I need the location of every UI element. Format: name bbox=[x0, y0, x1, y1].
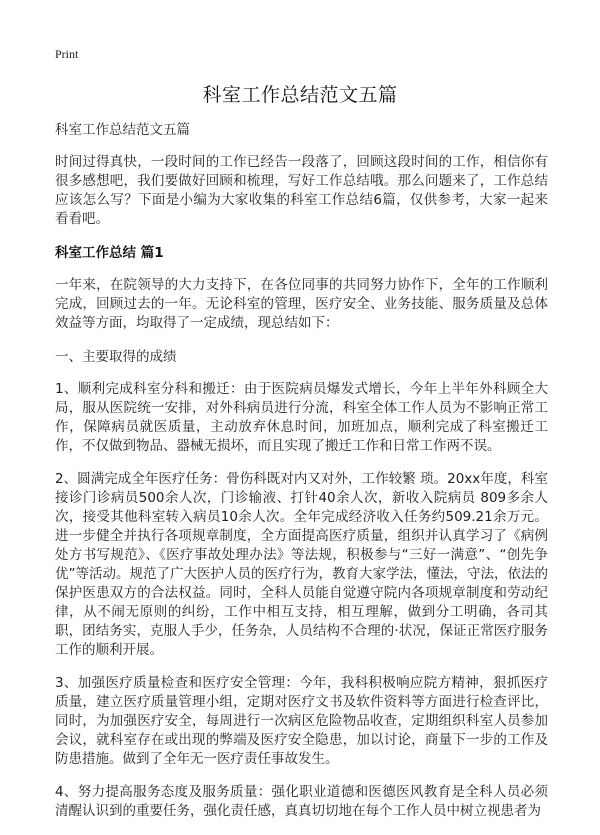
section-heading: 科室工作总结 篇1 bbox=[55, 245, 164, 261]
document-body bbox=[55, 120, 548, 835]
section-opening-paragraph: 一年来，在院领导的大力支持下，在各位同事的共同努力协作下，全年的工作顺利完成，回顾过去的一年。无论科室的管理，医疗安全、业务技能、服务质量及总体效益等方面，均取得了一定成绩，现总结如下： bbox=[55, 277, 548, 331]
achievement-item-3: 3、加强医疗质量检查和医疗安全管理：今年，我科积极响应院方精神，狠抓医疗质量，建立医疗质量管理小组，定期对医疗文书及软件资料等方面进行检查评比，同时，为加强医疗安全，每周进行一次病区危险物品收查，定期组织科室人员参加会议，就科室存在或出现的弊端及医疗安全隐患，加以讨论，商量下一步的工作及防患措施。做到了全年无一医疗责任事故发生。 bbox=[55, 675, 548, 767]
achievement-item-1: 1、顺利完成科室分科和搬迁：由于医院病员爆发式增长，今年上半年外科顾全大局，服从医院统一安排，对外科病员进行分流，科室全体工作人员为不影响正常工作，保障病员就医质量，主动放弃休息时间，加班加点，顺利完成了科室搬迁工作，不仅做到物品、器械无损坏，而且实现了搬迁工作和日常工作两不误。 bbox=[55, 381, 548, 454]
document-subtitle: 科室工作总结范文五篇 bbox=[55, 122, 190, 138]
achievement-item-2: 2、圆满完成全年医疗任务：骨伤科既对内又对外，工作较繁 琐。20xx年度，科室接诊门诊病员500余人次，门诊输液、打针40余人次，新收入院病员 809多余人次，接受其他科室转入病员10余人次。全年完成经济收入任务约509.21余万元。进一步健全并执行各项规章制度，全方面提高医疗质量，组织并认真学习了《病例处方书写规范》、《医疗事故处理办法》等法规，积极参与“三好一满意”、“创先争优”等活动。规范了广大医护人员的医疗行为，教育大家学法，懂法，守法，依法的保护医患双方的合法权益。同时，全科人员能自觉遵守院内各项规章制度和劳动纪律，从不闹无原则的纠纷，工作中相互支持，相互理解，做到分工明确，各司其职，团结务实，克服人手少，任务杂，人员结构不合理的·状况，保证正常医疗服务工作的顺利开展。 bbox=[55, 471, 548, 658]
achievement-item-4: 4、努力提高服务态度及服务质量：强化职业道德和医德医风教育是全科人员必须清醒认识到的重要任务，强化责任感，真真切切地在每个工作人员中树立视患者为 bbox=[55, 784, 548, 819]
print-label[interactable]: Print bbox=[55, 47, 79, 61]
page-title: 科室工作总结范文五篇 bbox=[202, 84, 398, 106]
section-subheading: 一、主要取得的成绩 bbox=[55, 349, 177, 365]
intro-paragraph: 时间过得真快，一段时间的工作已经告一段落了，回顾这段时间的工作，相信你有很多感想吧，我们要做好回顾和梳理，写好工作总结哦。那么问题来了，工作总结应该怎么写？下面是小编为大家收集的科室工作总结6篇，仅供参考，大家一起来看看吧。 bbox=[55, 154, 548, 227]
